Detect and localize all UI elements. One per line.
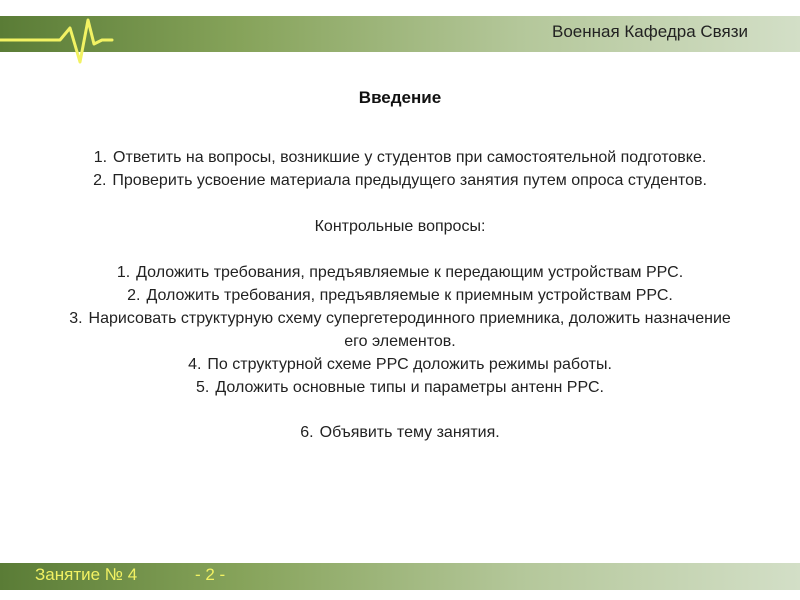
goal-item [60, 146, 740, 169]
question-item [60, 261, 740, 284]
content-body [60, 146, 740, 444]
question-text: Доложить основные типы и параметры антенн РРС. [215, 379, 604, 396]
question-item [60, 376, 740, 399]
slide-heading: Введение [358, 88, 442, 107]
goal-number: 2. [93, 172, 107, 189]
questions-label: Контрольные вопросы: [314, 218, 486, 235]
question-text: Нарисовать структурную схему супергетеродинного приемника, доложить назначение его элементов. [88, 310, 731, 350]
question-text: Доложить требования, предъявляемые к передающим устройствам РРС. [136, 264, 684, 281]
question-text: Доложить требования, предъявляемые к приемным устройствам РРС. [146, 287, 673, 304]
question-item [60, 284, 740, 307]
question-number: 5. [196, 379, 210, 396]
goal-text: Ответить на вопросы, возникшие у студентов при самостоятельной подготовке. [113, 149, 707, 166]
header-title: Военная Кафедра Связи [552, 22, 748, 41]
final-number: 6. [300, 424, 314, 441]
final-text: Объявить тему занятия. [319, 424, 500, 441]
question-number: 3. [69, 310, 83, 327]
footer-lesson-number: Занятие № 4 [35, 565, 138, 584]
question-item [60, 307, 740, 353]
question-number: 2. [127, 287, 141, 304]
question-number: 4. [188, 356, 202, 373]
goal-number: 1. [93, 149, 108, 166]
question-text: По структурной схеме РРС доложить режимы работы. [207, 356, 612, 373]
question-item [60, 353, 740, 376]
goal-item [60, 169, 740, 192]
question-number: 1. [116, 264, 131, 281]
final-item [60, 421, 740, 444]
footer-page-number: - 2 - [195, 565, 226, 584]
goal-text: Проверить усвоение материала предыдущего занятия путем опроса студентов. [112, 172, 707, 189]
